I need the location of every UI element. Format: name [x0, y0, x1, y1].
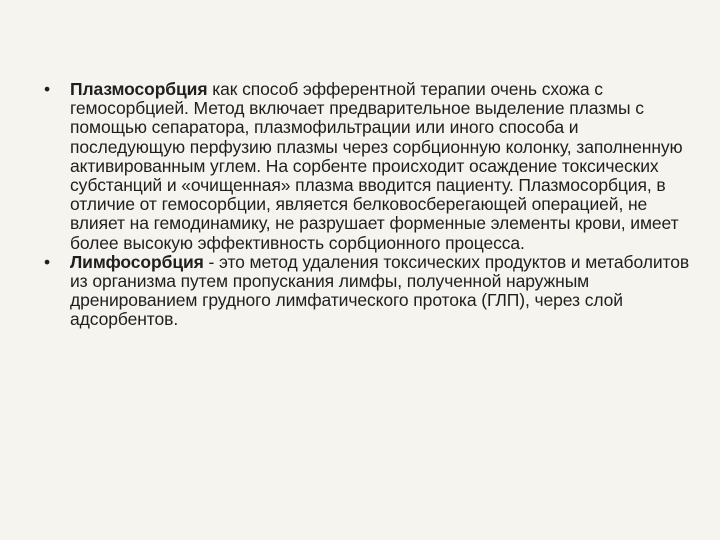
bullet-list — [40, 80, 690, 330]
bullet-marker: • — [43, 79, 51, 99]
bullet-item-lymphosorption — [40, 253, 690, 330]
description-lymphosorption: - это метод удаления токсических продуктов и метаболитов из организма путем пропускания лимфы, полученной наружным дренированием грудного лимфатического протока (ГЛП), через слой адсорбентов. — [70, 251, 690, 330]
bullet-item-plasmosorption — [40, 80, 690, 253]
bullet-marker: • — [43, 251, 51, 272]
description-plasmosorption: как способ эфферентной терапии очень схожа с гемосорбцией. Метод включает предварительное выделение плазмы с помощью сепаратора, плазмофильтрации или иного способа и последующую перфузию плазмы через сорбционную колонку, заполненную активированным углем. На сорбенте происходит осаждение токсических субстанций и «очищенная» плазма вводится пациенту. Плазмосорбция, в отличие от гемосорбции, является белковосберегающей операцией, не влияет на гемодинамику, не разрушает форменные элементы крови, имеет более высокую эффективность сорбционного процесса. — [70, 79, 683, 253]
term-lymphosorption: Лимфосорбция — [70, 251, 204, 272]
term-plasmosorption: Плазмосорбция — [70, 79, 208, 99]
